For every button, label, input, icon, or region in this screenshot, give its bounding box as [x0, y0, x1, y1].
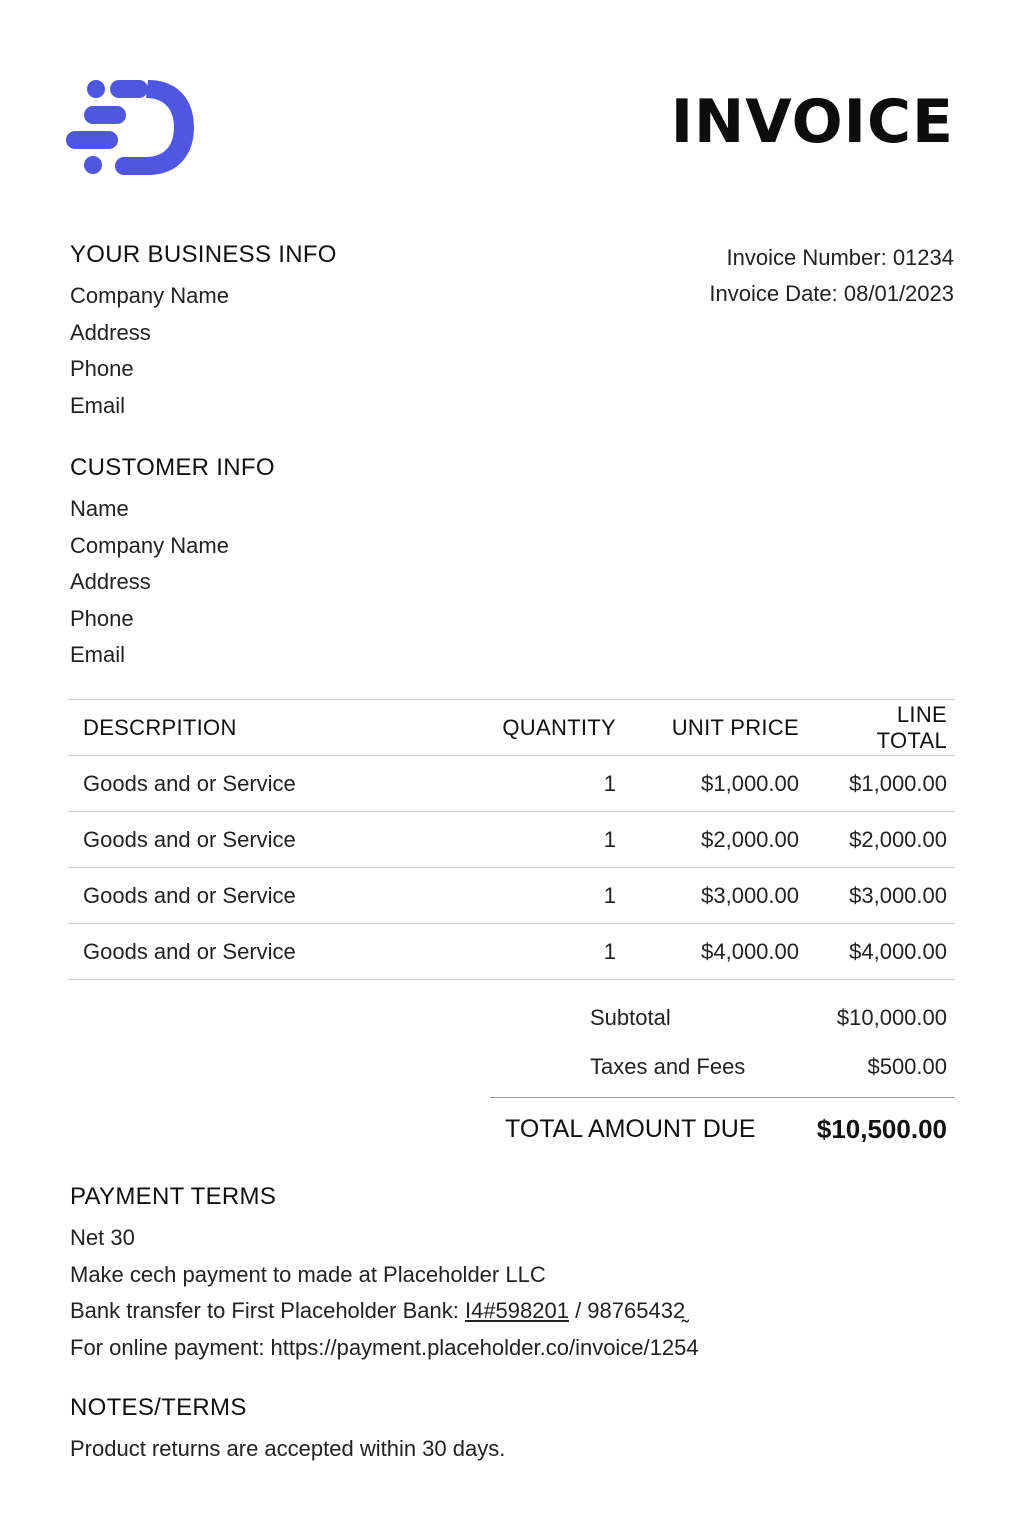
bank-routing-number: I4#598201 [464, 1298, 569, 1323]
header-unit-price: UNIT PRICE [624, 700, 807, 756]
payment-net-terms: Net 30 [70, 1225, 135, 1250]
total-due-value: $10,500.00 [816, 1113, 947, 1144]
table-row [68, 868, 955, 924]
invoice-meta [709, 240, 954, 312]
taxes-value: $500.00 [867, 1053, 947, 1079]
invoice-number-label: Invoice Number: [726, 245, 887, 270]
line-items-table [68, 699, 955, 980]
payment-payee-line: Make cech payment to made at Placeholder LLC [70, 1261, 546, 1287]
row-unit-price: $2,000.00 [624, 812, 807, 868]
row-description: Goods and or Service [68, 756, 451, 812]
brand-logo-icon [66, 78, 196, 178]
row-line-total: $3,000.00 [807, 868, 955, 924]
invoice-number-row [709, 240, 954, 276]
notes-heading: NOTES/TERMS [70, 1394, 247, 1421]
subtotal-row [490, 993, 955, 1042]
business-email: Email [70, 392, 126, 418]
customer-email: Email [70, 642, 126, 667]
row-description: Goods and or Service [68, 868, 451, 924]
row-quantity: 1 [451, 924, 624, 980]
row-unit-price: $3,000.00 [624, 868, 807, 924]
table-header-row [68, 700, 955, 756]
customer-name: Name [70, 496, 129, 521]
payment-terms-heading: PAYMENT TERMS [70, 1183, 277, 1210]
customer-info [70, 453, 275, 674]
notes-terms [70, 1393, 505, 1468]
business-phone: Phone [70, 356, 134, 381]
table-row [68, 812, 955, 868]
row-quantity: 1 [451, 868, 624, 924]
totals-block [490, 993, 955, 1160]
bank-account-number: / 98765432̰ [568, 1298, 686, 1323]
row-quantity: 1 [451, 756, 624, 812]
row-unit-price: $1,000.00 [624, 756, 807, 812]
bank-transfer-label: Bank transfer to First Placeholder Bank: [70, 1298, 465, 1323]
customer-company-name: Company Name [70, 532, 229, 558]
customer-phone: Phone [70, 605, 134, 631]
business-address: Address [70, 319, 151, 345]
table-row [68, 756, 955, 812]
invoice-date-label: Invoice Date: [709, 281, 838, 306]
row-quantity: 1 [451, 812, 624, 868]
payment-online-line: For online payment: https://payment.placeholder.co/invoice/1254 [70, 1334, 699, 1360]
header-line-total: LINE TOTAL [807, 700, 955, 756]
row-description: Goods and or Service [68, 924, 451, 980]
business-info [70, 240, 337, 424]
row-line-total: $4,000.00 [807, 924, 955, 980]
customer-address: Address [70, 569, 151, 594]
invoice-title: INVOICE [670, 87, 954, 157]
header-description: DESCRPITION [68, 700, 451, 756]
taxes-label: Taxes and Fees [590, 1053, 746, 1079]
invoice-number-value: 01234 [892, 245, 954, 270]
row-line-total: $1,000.00 [807, 756, 955, 812]
customer-info-heading: CUSTOMER INFO [70, 454, 275, 481]
invoice-date-row [709, 276, 954, 312]
invoice-date-value: 08/01/2023 [843, 281, 954, 306]
payment-terms [70, 1182, 699, 1366]
subtotal-value: $10,000.00 [836, 1004, 947, 1030]
payment-bank-line [70, 1293, 699, 1330]
row-line-total: $2,000.00 [807, 812, 955, 868]
row-description: Goods and or Service [68, 812, 451, 868]
total-due-row [490, 1098, 955, 1160]
header-quantity: QUANTITY [451, 700, 624, 756]
total-due-label: TOTAL AMOUNT DUE [505, 1114, 756, 1143]
business-company-name: Company Name [70, 283, 229, 308]
subtotal-label: Subtotal [590, 1004, 671, 1030]
business-info-heading: YOUR BUSINESS INFO [70, 241, 337, 268]
notes-text: Product returns are accepted within 30 days. [70, 1436, 506, 1461]
taxes-row [490, 1042, 955, 1091]
table-row [68, 924, 955, 980]
row-unit-price: $4,000.00 [624, 924, 807, 980]
